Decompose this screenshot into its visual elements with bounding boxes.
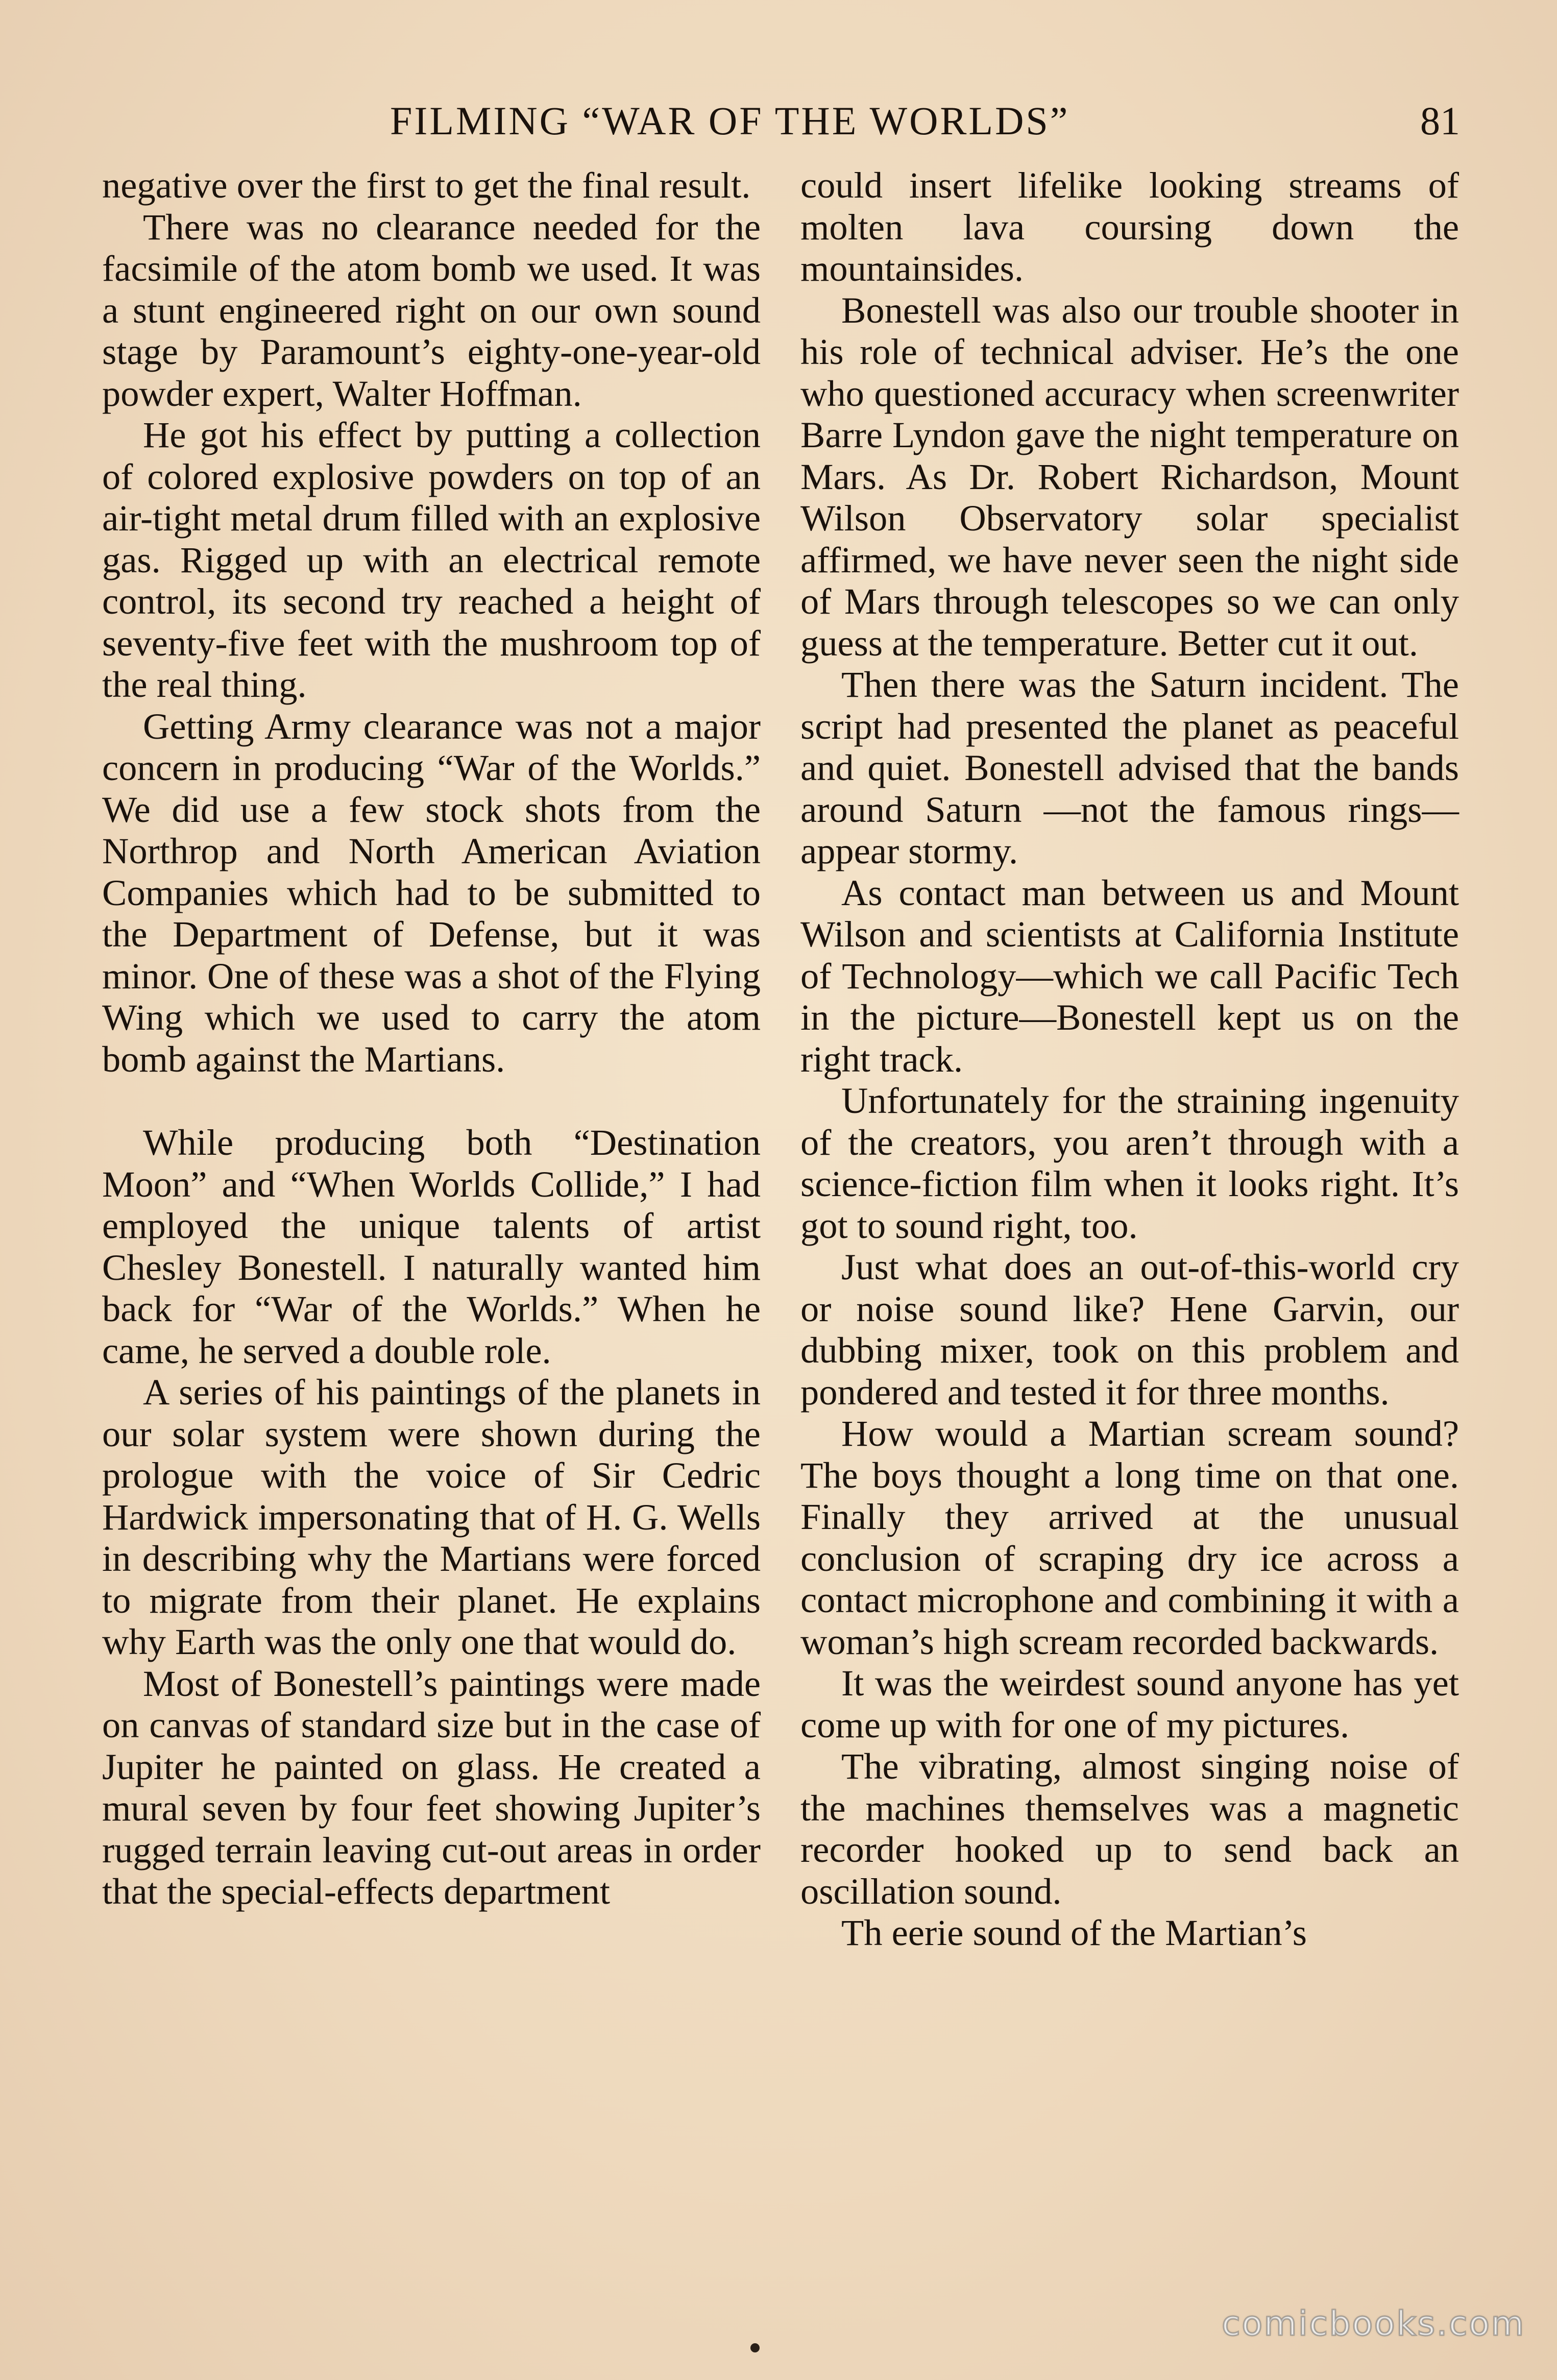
paragraph: Most of Bonestell’s paintings were made on canvas of standard size but in the case of Jupiter he painted on glass. He created a mural seven by four feet showing Jupiter’s rugged terrain leaving cut-out areas in order that the special-effects department [102, 1662, 761, 1912]
paragraph: The vibrating, almost singing noise of the machines themselves was a magnetic recorder hooked up to send back an oscillation sound. [800, 1745, 1459, 1912]
paragraph: Th eerie sound of the Martian’s [841, 1912, 1307, 1953]
paragraph: negative over the first to get the final result. [102, 164, 751, 206]
paragraph: could insert lifelike looking streams of molten lava coursing down the mountainsides. [800, 164, 1459, 289]
page-number: 81 [1420, 99, 1460, 143]
paragraph: He got his effect by putting a collection of colored explosive powders on top of an air-tight metal drum filled with an explosive gas. Rigged up with an electrical remote control, its second try reached a height of seventy-five feet with the mushroom top of the real thing. [102, 414, 761, 705]
paragraph: Getting Army clearance was not a major concern in producing “War of the Worlds.” We did use a few stock shots from the Northrop and North American Aviation Companies which had to be submitted to the Department of Defense, but it was minor. One of these was a shot of the Flying Wing which we used to carry the atom bomb against the Martians. [102, 705, 761, 1080]
running-title: FILMING “WAR OF THE WORLDS” [390, 99, 1070, 143]
paragraph: It was the weirdest sound anyone has yet come up with for one of my pictures. [800, 1662, 1459, 1745]
page-header [102, 93, 1460, 149]
paragraph: Just what does an out-of-this-world cry or noise sound like? Hene Garvin, our dubbing mixer, took on this problem and pondered and tested it for three months. [800, 1246, 1459, 1413]
paragraph: There was no clearance needed for the facsimile of the atom bomb we used. It was a stunt engineered right on our own sound stage by Paramount’s eighty-one-year-old powder expert, Walter Hoffman. [102, 206, 761, 414]
paragraph: As contact man between us and Mount Wilson and scientists at California Institute of Technology—which we call Pacific Tech in the picture—Bonestell kept us on the right track. [800, 871, 1459, 1080]
paragraph: While producing both “Destination Moon” and “When Worlds Collide,” I had employed the unique talents of artist Chesley Bonestell. I naturally wanted him back for “War of the Worlds.” When he came, he served a double role. [102, 1122, 761, 1371]
paragraph: Bonestell was also our trouble shooter in his role of technical adviser. He’s the one who questioned accuracy when screenwriter Barre Lyndon gave the night temperature on Mars. As Dr. Robert Richardson, Mount Wilson Observatory solar specialist affirmed, we have never seen the night side of Mars through telescopes so we can only guess at the temperature. Better cut it out. [800, 289, 1459, 664]
paragraph: A series of his paintings of the planets in our solar system were shown during the prologue with the voice of Sir Cedric Hardwick impersonating that of H. G. Wells in describing why the Martians were forced to migrate from their planet. He explains why Earth was the only one that would do. [102, 1371, 761, 1662]
site-watermark: comicbooks.com [1222, 2304, 1525, 2343]
paragraph: How would a Martian scream sound? The boys thought a long time on that one. Finally they arrived at the unusual conclusion of scraping dry ice across a contact microphone and combining it with a woman’s high scream recorded backwards. [800, 1413, 1459, 1662]
left-column [102, 164, 761, 1912]
ink-speck [750, 2343, 760, 2352]
right-column [800, 164, 1459, 1954]
paragraph: Then there was the Saturn incident. The script had presented the planet as peaceful and quiet. Bonestell advised that the bands around Saturn —not the famous rings—appear stormy. [800, 664, 1459, 871]
paragraph: Unfortunately for the straining ingenuity of the creators, you aren’t through with a science-fiction film when it looks right. It’s got to sound right, too. [800, 1080, 1459, 1246]
